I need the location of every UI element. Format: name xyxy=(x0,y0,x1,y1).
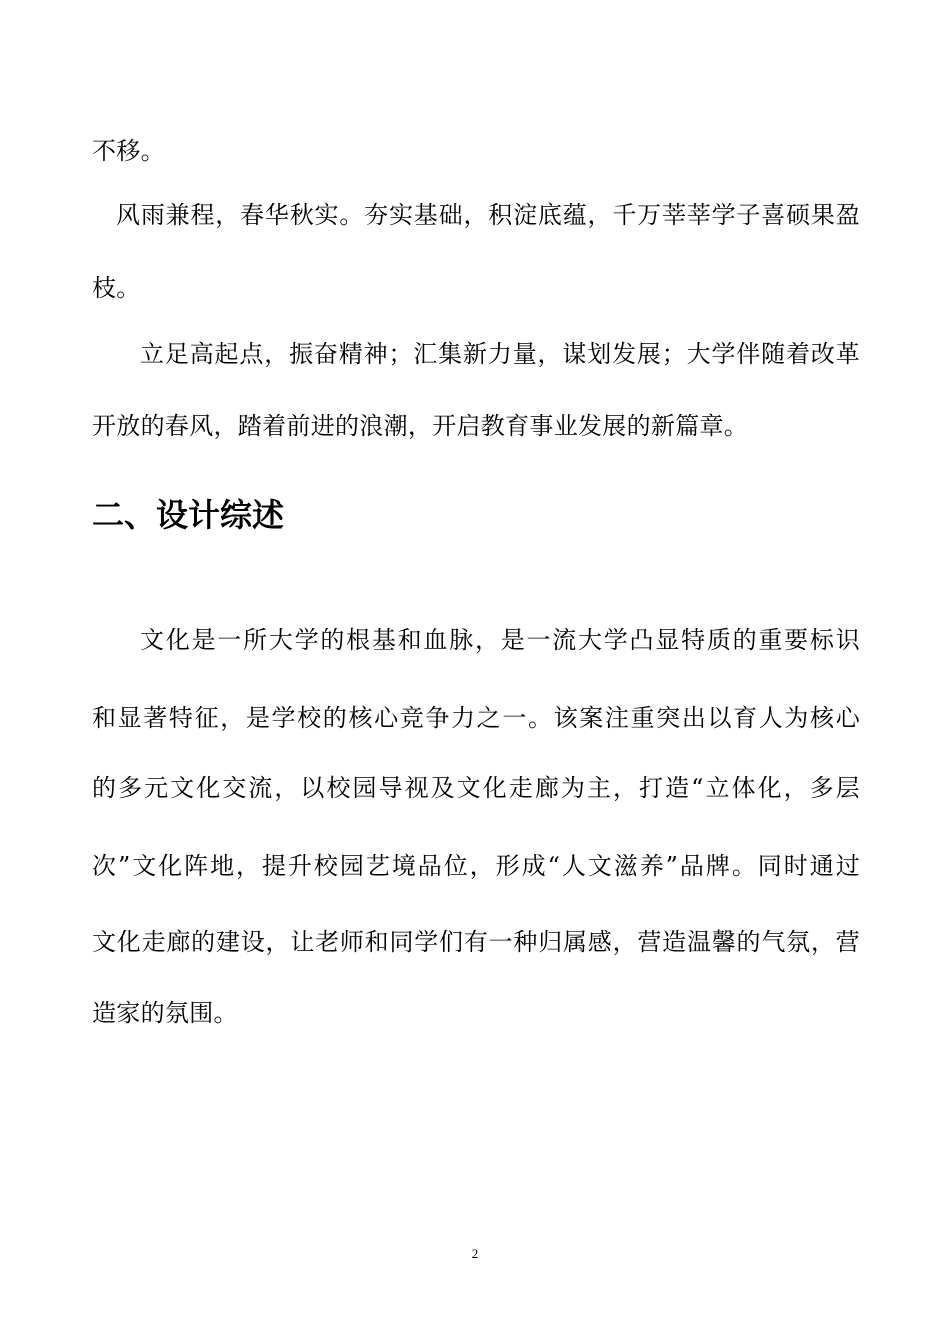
paragraph-3-line-1: 文化是一所大学的根基和血脉，是一流大学凸显特质的重要标识 xyxy=(140,626,860,654)
paragraph-3-line-4: 次”文化阵地，提升校园艺境品位，形成“人文滋养”品牌。同时通过 xyxy=(92,852,860,880)
page-number: 2 xyxy=(471,1246,479,1261)
paragraph-3-line-2: 和显著特征，是学校的核心竞争力之一。该案注重突出以育人为核心 xyxy=(92,704,860,732)
paragraph-3-line-6: 造家的氛围。 xyxy=(92,999,238,1027)
section-heading: 二、设计综述 xyxy=(92,496,285,534)
paragraph-1-line-2: 枝。 xyxy=(92,274,141,302)
paragraph-2-line-2: 开放的春风，踏着前进的浪潮，开启教育事业发展的新篇章。 xyxy=(92,412,749,440)
paragraph-continuation-line: 不移。 xyxy=(92,137,165,165)
paragraph-3-line-3: 的多元文化交流，以校园导视及文化走廊为主，打造“立体化，多层 xyxy=(92,774,860,802)
paragraph-1-line-1: 风雨兼程，春华秋实。夯实基础，积淀底蕴，千万莘莘学子喜硕果盈 xyxy=(116,201,860,229)
paragraph-3-line-5: 文化走廊的建设，让老师和同学们有一种归属感，营造温馨的气氛，营 xyxy=(92,928,860,956)
paragraph-2-line-1: 立足高起点，振奋精神；汇集新力量，谋划发展；大学伴随着改革 xyxy=(140,340,860,368)
